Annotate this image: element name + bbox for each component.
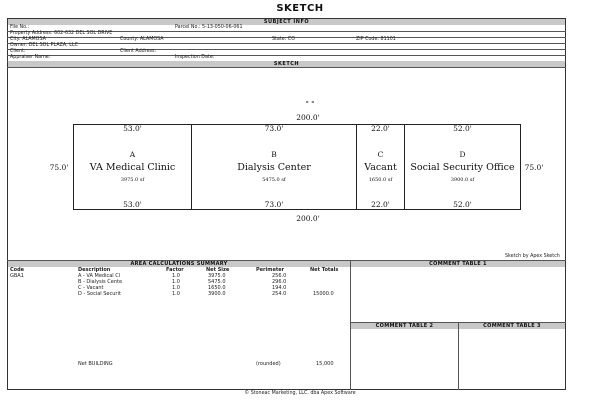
unit-bottom-dimension: 22.0' <box>371 200 390 209</box>
area-summary-header: AREA CALCULATIONS SUMMARY <box>8 261 350 267</box>
row-factor: 1.0 <box>172 273 180 279</box>
row-perimeter: 296.0 <box>272 279 287 285</box>
col-net-size: Net Size <box>206 267 230 273</box>
unit-letter: B <box>271 150 277 159</box>
unit-area: 3975.0 sf <box>120 177 145 183</box>
unit-b <box>191 124 357 210</box>
row-perimeter: 254.0 <box>272 291 287 297</box>
unit-bottom-dimension: 73.0' <box>264 200 284 209</box>
zip-field: ZIP Code: 81101 <box>356 37 396 42</box>
north-marker: - - <box>305 97 315 106</box>
sketch-credit: Sketch by Apex Sketch <box>505 254 560 259</box>
state-field: State: CO <box>272 37 295 42</box>
city-field: City: ALAMOSA <box>10 37 46 42</box>
left-side-dimension: 75.0' <box>49 163 69 172</box>
owner-field: Owner: DEL SOL PLAZA, LLC <box>10 43 78 48</box>
col-code: Code <box>10 267 25 273</box>
unit-name: Dialysis Center <box>237 162 311 173</box>
row-net-size: 3975.0 <box>208 273 226 279</box>
inspection-date-field: Inspection Date: <box>175 55 215 60</box>
unit-d <box>404 124 521 210</box>
col-perimeter: Perimeter <box>256 267 285 273</box>
footer-credit: © Stoneac Marketing, LLC. dba Apex Software <box>244 391 356 396</box>
row-net-size: 1650.0 <box>208 285 226 291</box>
client-field: Client: <box>10 49 26 54</box>
unit-bottom-dimension: 52.0' <box>453 200 472 209</box>
comment-table-3-header: COMMENT TABLE 3 <box>459 323 565 329</box>
rounded-value: 15,000 <box>316 361 334 367</box>
unit-name: Social Security Office <box>410 162 515 173</box>
row-description: B - Dialysis Cente <box>78 279 123 285</box>
rounded-label: (rounded) <box>256 361 281 367</box>
county-field: County: ALAMOSA <box>120 37 164 42</box>
unit-letter: A <box>129 150 136 159</box>
row-factor: 1.0 <box>172 285 180 291</box>
col-description: Description <box>78 267 111 273</box>
row-net-size: 5475.0 <box>208 279 226 285</box>
property-address-field: Property Address: 602-632 DEL SOL DRIVE <box>10 31 113 36</box>
unit-c <box>356 124 405 210</box>
comment-table-1-header: COMMENT TABLE 1 <box>351 261 565 267</box>
col-net-totals: Net Totals <box>310 267 339 273</box>
col-factor: Factor <box>166 267 184 273</box>
row-perimeter: 194.0 <box>272 285 287 291</box>
net-building-label: Net BUILDING <box>78 361 113 367</box>
subject-info-header: SUBJECT INFO <box>8 19 565 25</box>
unit-letter: C <box>377 150 384 159</box>
unit-area: 3900.0 sf <box>450 177 475 183</box>
unit-top-dimension: 73.0' <box>264 124 284 133</box>
row-net-total: 15000.0 <box>313 291 334 297</box>
sketch-header: SKETCH <box>8 61 565 67</box>
row-code: GBA1 <box>10 273 24 279</box>
row-factor: 1.0 <box>172 279 180 285</box>
file-no-field: File No.: <box>10 25 30 30</box>
parcel-no-field: Parcel No.: 5-13-050-06-061 <box>175 25 243 30</box>
unit-name: Vacant <box>364 162 397 173</box>
unit-letter: D <box>459 150 466 159</box>
unit-name: VA Medical Clinic <box>89 162 176 173</box>
unit-area: 5475.0 sf <box>262 177 286 183</box>
unit-a <box>73 124 192 210</box>
bottom-total-dimension: 200.0' <box>296 214 320 223</box>
row-description: C - Vacant <box>78 285 104 291</box>
row-description: D - Social Securit <box>78 291 121 297</box>
unit-top-dimension: 52.0' <box>453 124 472 133</box>
comment-table-2-header: COMMENT TABLE 2 <box>351 323 458 329</box>
appraiser-name-field: Appraiser Name: <box>10 55 51 60</box>
unit-top-dimension: 22.0' <box>371 124 390 133</box>
row-perimeter: 256.0 <box>272 273 287 279</box>
unit-bottom-dimension: 53.0' <box>123 200 142 209</box>
right-side-dimension: 75.0' <box>524 163 544 172</box>
page-title: SKETCH <box>276 3 324 14</box>
row-factor: 1.0 <box>172 291 180 297</box>
top-total-dimension: 200.0' <box>296 113 320 122</box>
row-net-size: 3900.0 <box>208 291 226 297</box>
unit-area: 1650.0 sf <box>368 177 393 183</box>
client-address-field: Client Address: <box>120 49 157 54</box>
row-description: A - VA Medical Cl <box>78 273 121 279</box>
unit-top-dimension: 53.0' <box>123 124 142 133</box>
